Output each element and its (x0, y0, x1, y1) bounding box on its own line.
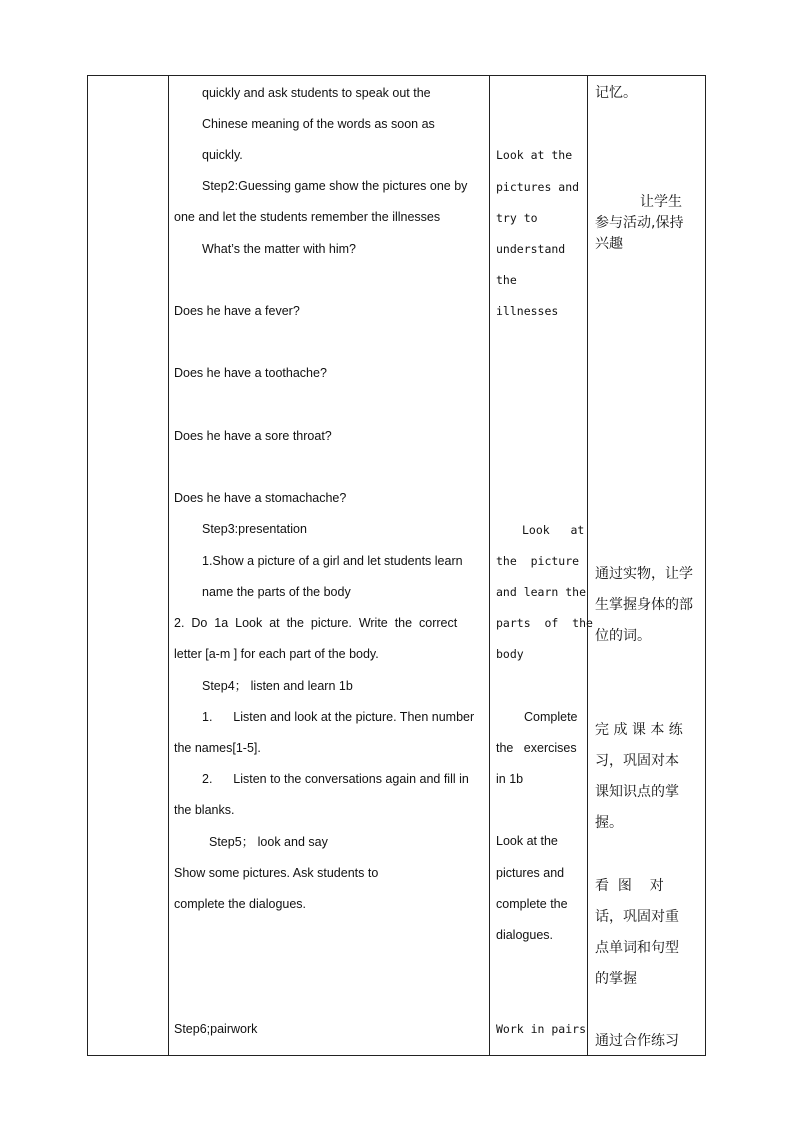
text-line: letter [a-m ] for each part of the body. (174, 647, 379, 661)
text-line: 兴趣 (595, 236, 623, 252)
text-line: the (496, 273, 517, 287)
text-line: 习，巩固对本 (595, 753, 679, 769)
text-line: Does he have a stomachache? (174, 491, 347, 505)
text-line: Look at the (496, 834, 558, 848)
text-line: 看 图 对 (595, 878, 664, 894)
text-line: What’s the matter with him? (202, 242, 356, 256)
text-line: the exercises (496, 741, 577, 755)
text-line: Look at the (496, 148, 573, 162)
text-line: 位的词。 (595, 628, 651, 644)
text-line: 生掌握身体的部 (595, 597, 693, 613)
text-line: 参与活动,保持 (595, 215, 684, 231)
text-line: quickly and ask students to speak out the (202, 86, 431, 100)
text-line: try to (496, 211, 538, 225)
text-line: complete the (496, 897, 568, 911)
text-line: Step5； look and say (209, 835, 328, 849)
text-line: pictures and (496, 866, 565, 880)
text-line: 2. Listen to the conversations again and fill in (202, 772, 469, 786)
text-line: 通过合作练习 (595, 1033, 679, 1049)
text-line: 1.Show a picture of a girl and let students learn (202, 554, 463, 568)
column-divider (168, 76, 169, 1055)
text-line: Work in pairs (496, 1022, 587, 1036)
text-line: body (496, 647, 524, 661)
text-line: Step4； listen and learn 1b (202, 679, 353, 693)
text-line: the names[1-5]. (174, 741, 261, 755)
column-divider (489, 76, 490, 1055)
text-line: and learn the (496, 585, 587, 599)
text-line: illnesses (496, 304, 559, 318)
text-line: 点单词和句型 (595, 940, 679, 956)
text-line: Step2:Guessing game show the pictures one by (202, 179, 468, 193)
text-line: the picture (496, 554, 580, 568)
text-line: 1. Listen and look at the picture. Then number (202, 710, 475, 724)
text-line: Complete (524, 710, 578, 724)
text-line: Step3:presentation (202, 522, 307, 536)
text-line: Does he have a toothache? (174, 366, 327, 380)
text-line: the blanks. (174, 803, 235, 817)
text-line: 握。 (595, 815, 623, 831)
text-line: name the parts of the body (202, 585, 351, 599)
text-line: 通过实物，让学 (595, 566, 693, 582)
text-line: in 1b (496, 772, 524, 786)
text-line: complete the dialogues. (174, 897, 307, 911)
text-line: Does he have a fever? (174, 304, 300, 318)
text-line: quickly. (202, 148, 243, 162)
text-line: 记忆。 (595, 85, 637, 101)
text-line: 课知识点的掌 (595, 784, 679, 800)
text-line: pictures and (496, 180, 580, 194)
text-line: 完 成 课 本 练 (595, 722, 683, 738)
text-line: one and let the students remember the illnesses (174, 210, 441, 224)
text-line: Look at (522, 523, 585, 537)
text-line: 2. Do 1a Look at the picture. Write the correct (174, 616, 458, 630)
text-line: Show some pictures. Ask students to (174, 866, 379, 880)
text-line: Does he have a sore throat? (174, 429, 332, 443)
text-line: understand (496, 242, 566, 256)
text-line: Step6;pairwork (174, 1022, 258, 1036)
text-line: 的掌握 (595, 971, 637, 987)
text-line: 话，巩固对重 (595, 909, 679, 925)
column-divider (587, 76, 588, 1055)
text-line: Chinese meaning of the words as soon as (202, 117, 435, 131)
text-line: dialogues. (496, 928, 553, 942)
text-line: parts of the (496, 616, 593, 630)
text-line: 让学生 (640, 194, 682, 210)
